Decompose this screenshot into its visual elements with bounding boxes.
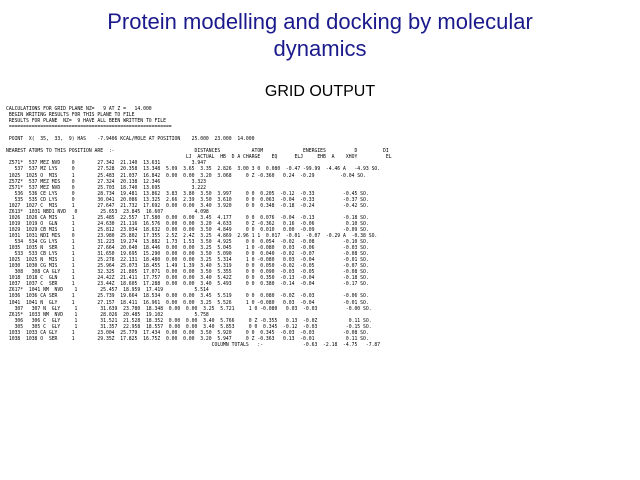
grid-output-line: Z613* 1031 NBD1 NVD 0 25.653 23.845 16.607 4.098 — [6, 208, 209, 215]
grid-output-line: 1025 1025 N MIS 1 25.278 22.131 18.480 0.00 0.00 3.25 5.314 1 0 -0.080 0.03 -0.04 -0.01 SO. — [6, 257, 369, 264]
grid-output-line: COLUMN TOTALS :- -0.63 -2.18 -4.75 -7.87 — [6, 341, 381, 348]
grid-output-line: 1029 1029 CB MIS 1 25.812 23.034 18.632 0.00 0.00 3.50 4.849 0 0 0.010 0.00 -0.09 -0.09 SO. — [6, 226, 369, 233]
grid-output-line: ========================================================= — [6, 124, 172, 131]
grid-output-line: 307 307 N GLY 1 31.639 23.780 18.348 0.00 0.00 3.25 5.721 1 0 -0.080 0.03 -0.03 -0.00 SO. — [6, 305, 372, 312]
grid-output-listing — [6, 106, 615, 396]
slide-title: Protein modelling and docking by molecular dynamics — [107, 9, 533, 61]
grid-output-line: NEAREST ATOMS TO THIS POSITION ARE :- DISTANCES ATOM ENERGIES D DI — [6, 148, 389, 155]
grid-output-line: 1018 1018 C GLN 1 24.42Z 21.411 17.757 0.00 0.00 3.40 5.42Z 0 0 0.350 -0.13 -0.04 -0.18 SO. — [6, 275, 369, 282]
slide-subtitle: GRID OUTPUT — [264, 83, 376, 100]
grid-output-line: RESULTS FOR PLANE NZ= 9 HAVE ALL BEEN WRITTEN TO FILE — [6, 118, 166, 125]
grid-output-line: Z617* 1041 NM NVD 1 25.457 18.959 17.419 5.514 — [6, 287, 209, 294]
grid-output-line: 533 533 CB LYS 1 31.650 19.695 15.290 0.00 0.00 3.50 5.090 0 0 0.040 -0.02 -0.07 -0.08 SO. — [6, 251, 369, 258]
grid-output-line: 1030 1030 CG MIS 1 25.964 25.073 18.455 1.49 1.39 3.40 5.319 0 0 0.050 -0.02 -0.05 -0.07 SO. — [6, 263, 369, 270]
grid-output-line: 1033 1033 CA GLY 1 23.004 25.779 17.434 0.00 0.00 3.50 5.920 0 0 0.345 -0.03 -0.03 -0.08 SO. — [6, 329, 369, 336]
grid-output-line: Z615* 1033 NM NVD 1 28.026 20.485 19.102 5.758 — [6, 311, 209, 318]
grid-output-line: 305 305 C GLY 1 31.357 22.958 18.557 0.00 0.00 3.40 5.853 0 0 0.345 -0.12 -0.03 -0.15 SO. — [6, 323, 372, 330]
grid-output-line: 1038 1038 O SER 1 29.35Z 17.825 16.75Z 0.00 0.00 3.20 5.947 0 Z -0.363 0.13 -0.01 0.11 SO. — [6, 335, 369, 342]
grid-output-line: Z57Z* 537 MEZ MIS 0 27.324 20.138 12.346 3.323 — [6, 178, 206, 185]
grid-output-line: 1036 1036 CA SER 1 25.739 19.664 18.534 0.00 0.00 3.45 5.519 0 0 0.080 -0.0Z -0.03 -0.06 SO. — [6, 293, 369, 300]
grid-output-line: 537 537 MZ LYS 0 27.528 20.358 13.348 5.09 3.65 3.35 2.826 3.00 3 0 0.080 -0.47 -99.99 -4.46 A -4.93 SO. — [6, 166, 381, 173]
grid-output-line: 536 536 CE LYS 0 28.734 19.481 13.862 3.83 3.80 3.50 3.997 0 0 0.205 -0.12 -0.33 -0.45 SO. — [6, 190, 369, 197]
grid-output-line: 534 534 CG LYS 1 31.223 19.274 13.882 1.73 1.53 3.50 4.925 0 0 0.054 -0.02 -0.08 -0.10 SO. — [6, 239, 369, 246]
grid-output-line: 1035 1035 N SER 1 27.664 20.640 18.446 0.00 0.00 3.25 5.045 1 0 -0.080 0.03 -0.06 -0.03 SO. — [6, 245, 369, 252]
grid-output-line: LJ ACTUAL HB D A CHARGE EQ ELJ EHB A XHOY EL — [6, 154, 392, 161]
grid-output-line: 1027 1027 C MIS 1 27.647 21.732 17.692 0.00 0.00 3.40 3.920 0 0 0.348 -0.18 -0.24 -0.42 SO. — [6, 202, 369, 209]
grid-output-line: Z571* 537 MEZ NVD 0 27.342 21.140 13.631 3.947 — [6, 160, 206, 167]
grid-output-line: CALCULATIONS FOR GRID PLANE NZ= 9 AT Z = 14.000 — [6, 106, 152, 112]
grid-output-line: Z571* 537 MEZ NVD 0 25.703 18.740 13.695 3.222 — [6, 184, 206, 191]
grid-output-line: BEGIN WRITING RESULTS FOR THIS PLANE TO FILE — [6, 112, 135, 119]
grid-output-line: 1037 1037 C SER 1 23.44Z 18.605 17.288 0.00 0.00 3.40 5.493 0 0 0.380 -0.14 -0.04 -0.17 SO. — [6, 281, 369, 288]
grid-output-line: 308 308 CA GLY 1 32.325 21.805 17.071 0.00 0.00 3.50 5.355 0 0 0.090 -0.03 -0.05 -0.08 SO. — [6, 269, 369, 276]
grid-output-line: 1041 1041 N GLY 1 27.157 18.411 16.961 0.00 0.00 3.25 5.526 1 0 -0.080 0.03 -0.04 -0.01 SO. — [6, 299, 369, 306]
grid-output-line: 306 306 C GLY 1 31.521 21.528 18.352 0.00 0.00 3.40 5.766 0 Z -0.355 0.13 -0.0Z 0.11 SO. — [6, 317, 372, 324]
grid-output-line: 1026 1026 CA MIS 1 25.485 22.557 17.580 0.00 0.00 3.45 4.177 0 0 0.076 -0.04 -0.13 -0.18 SO. — [6, 214, 369, 221]
grid-output-line: 1025 1025 O MIS 1 25.483 21.037 16.842 0.00 0.00 3.20 3.068 0 Z -0.360 0.24 -0.29 -0.04 SO. — [6, 172, 366, 179]
grid-output-line: POINT X( 35, 33, 9) HAS -7.9406 KCAL/MOLE AT POSITION 25.000 23.000 14.000 — [6, 136, 255, 143]
grid-output-line: 1031 1031 NDI MIS 0 23.980 25.802 17.355 2.5Z 2.4Z 3.25 4.869 2.96 1 1 0.017 -0.01 -0.07 -0.29 A -0.38 SO. — [6, 232, 378, 239]
grid-output-line: 1019 1019 O GLN 1 24.630 21.116 16.576 0.00 0.00 3.20 4.633 0 Z -0.362 0.16 -0.06 0.10 SO. — [6, 220, 369, 227]
grid-output-line: 535 535 CD LYS 0 30.041 20.086 13.325 2.66 2.39 3.50 3.610 0 0 0.063 -0.04 -0.33 -0.37 SO. — [6, 196, 369, 203]
